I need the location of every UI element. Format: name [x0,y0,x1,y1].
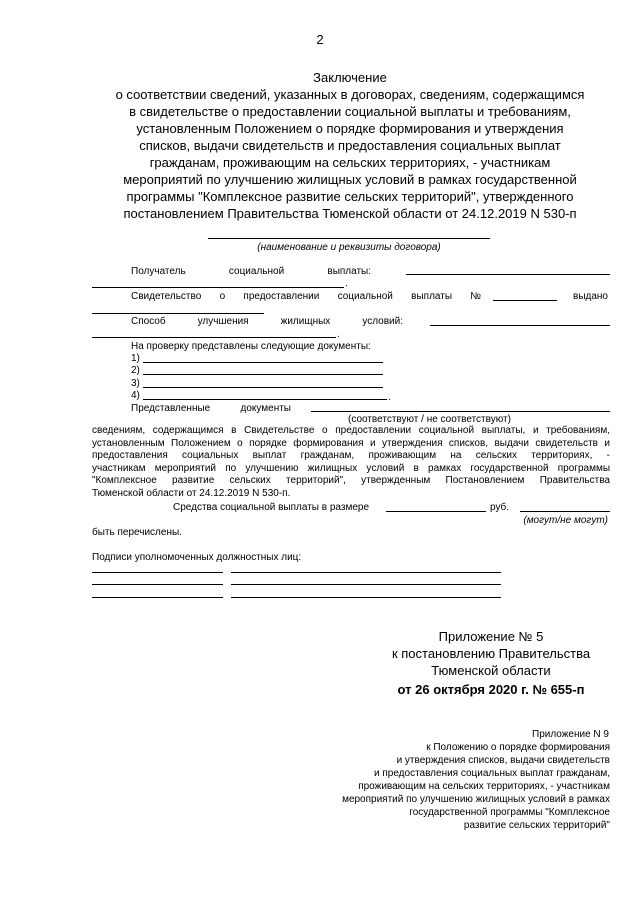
may-caption: (могут/не могут) [523,515,608,526]
appendix-9-line: мероприятий по улучшению жилищных условий в рамках [342,794,610,805]
method-label: Способ улучшения жилищных условий: [131,316,403,327]
signature-position-field[interactable] [92,597,223,598]
appendix-5-line: Тюменской области [431,663,551,678]
title-line: постановлением Правительства Тюменской области от 24.12.2019 N 530-п [123,206,577,221]
signatures-label: Подписи уполномоченных должностных лиц: [92,552,302,563]
title-line: мероприятий по улучшению жилищных условий в рамках государственной [123,172,577,187]
appendix-9-line: государственной программы "Комплексное [409,807,610,818]
recipient-period: . [345,278,348,289]
appendix-9-line: и утверждения списков, выдачи свидетельств [396,755,610,766]
method-period: . [337,329,340,340]
title-line: Заключение [313,70,387,85]
doc-field[interactable] [143,362,383,363]
title-line: гражданам, проживающим на сельских территориях, - участникам [149,155,551,170]
appendix-9-line: Приложение N 9 [532,729,609,740]
paragraph-line: Тюменской области от 24.12.2019 N 530-п. [92,487,291,499]
conformity-caption: (соответствуют / не соответствуют) [348,414,511,425]
title-line: о соответствии сведений, указанных в договорах, сведениям, содержащимся [115,87,585,102]
presented-label: Представленные документы [131,403,291,414]
doc-field[interactable] [143,399,387,400]
issued-field[interactable] [92,313,264,314]
to-transfer: быть перечислены. [92,527,182,538]
signature-position-field[interactable] [92,584,223,585]
signature-name-field[interactable] [231,584,501,585]
method-field[interactable] [430,325,610,326]
paragraph-line: установленным Положением о порядке формирования и утверждения списков, выдачи свидетельств и [92,437,610,449]
signature-name-field[interactable] [231,597,501,598]
paragraph-line: предоставления социальных выплат гражданам, проживающим на сельских территориях, - [92,450,610,462]
rub-label: руб. [490,502,510,513]
paragraph-line: участникам мероприятий по улучшению жилищных условий в рамках государственной программы [92,462,610,474]
appendix-5-line: Приложение № 5 [438,629,544,644]
certificate-label: Свидетельство о предоставлении социальной выплаты № [131,291,481,302]
title-line: списков, выдачи свидетельств и предоставления социальных выплат [139,138,561,153]
certificate-number-field[interactable] [493,300,557,301]
funds-amount-field[interactable] [386,511,486,512]
issued-label: выдано [573,291,608,302]
appendix-9-line: к Положению о порядке формирования [426,742,610,753]
title-line: программы "Комплексное развитие сельских территорий", утвержденного [126,189,574,204]
title-line: установленным Положением о порядке формирования и утверждения [136,121,564,136]
recipient-field[interactable] [406,274,610,275]
contract-name-field[interactable] [208,238,490,239]
paragraph-line: сведениям, содержащимся в Свидетельстве о предоставлении социальной выплаты, и требованиям, [92,425,610,436]
recipient-label: Получатель социальной выплаты: [131,266,371,277]
doc-field[interactable] [143,374,383,375]
recipient-field-cont[interactable] [92,287,344,288]
conformity-field[interactable] [311,411,610,412]
signature-name-field[interactable] [231,572,501,573]
appendix-9-block [290,728,610,832]
title-line: в свидетельстве о предоставлении социальной выплаты и требованиям, [129,104,571,119]
document-title [80,69,620,222]
page-number: 2 [316,32,324,47]
doc-number: 3) [131,378,140,389]
docs-intro: На проверку представлены следующие документы: [131,341,371,352]
funds-label: Средства социальной выплаты в размере [173,502,370,513]
conformity-paragraph [92,425,610,501]
appendix-5-line: к постановлению Правительства [391,646,591,661]
signature-position-field[interactable] [92,572,223,573]
paragraph-line: "Комплексное развитие сельских территорий", утвержденным Постановлением Правительства [92,475,610,487]
appendix-9-line: и предоставления социальных выплат гражданам, [373,768,610,779]
appendix-9-line: проживающим на сельских территориях, - участникам [358,781,610,792]
doc-number: 4) [131,390,140,401]
doc-number: 2) [131,365,140,376]
contract-caption: (наименование и реквизиты договора) [257,242,441,253]
doc-field[interactable] [143,387,383,388]
doc-period: . [388,392,391,403]
appendix-9-line: развитие сельских территорий" [463,820,610,831]
method-field-cont[interactable] [92,337,336,338]
appendix-5-date: от 26 октября 2020 г. № 655-п [397,682,585,697]
doc-number: 1) [131,353,140,364]
may-field[interactable] [520,511,610,512]
appendix-5-block [360,628,622,698]
